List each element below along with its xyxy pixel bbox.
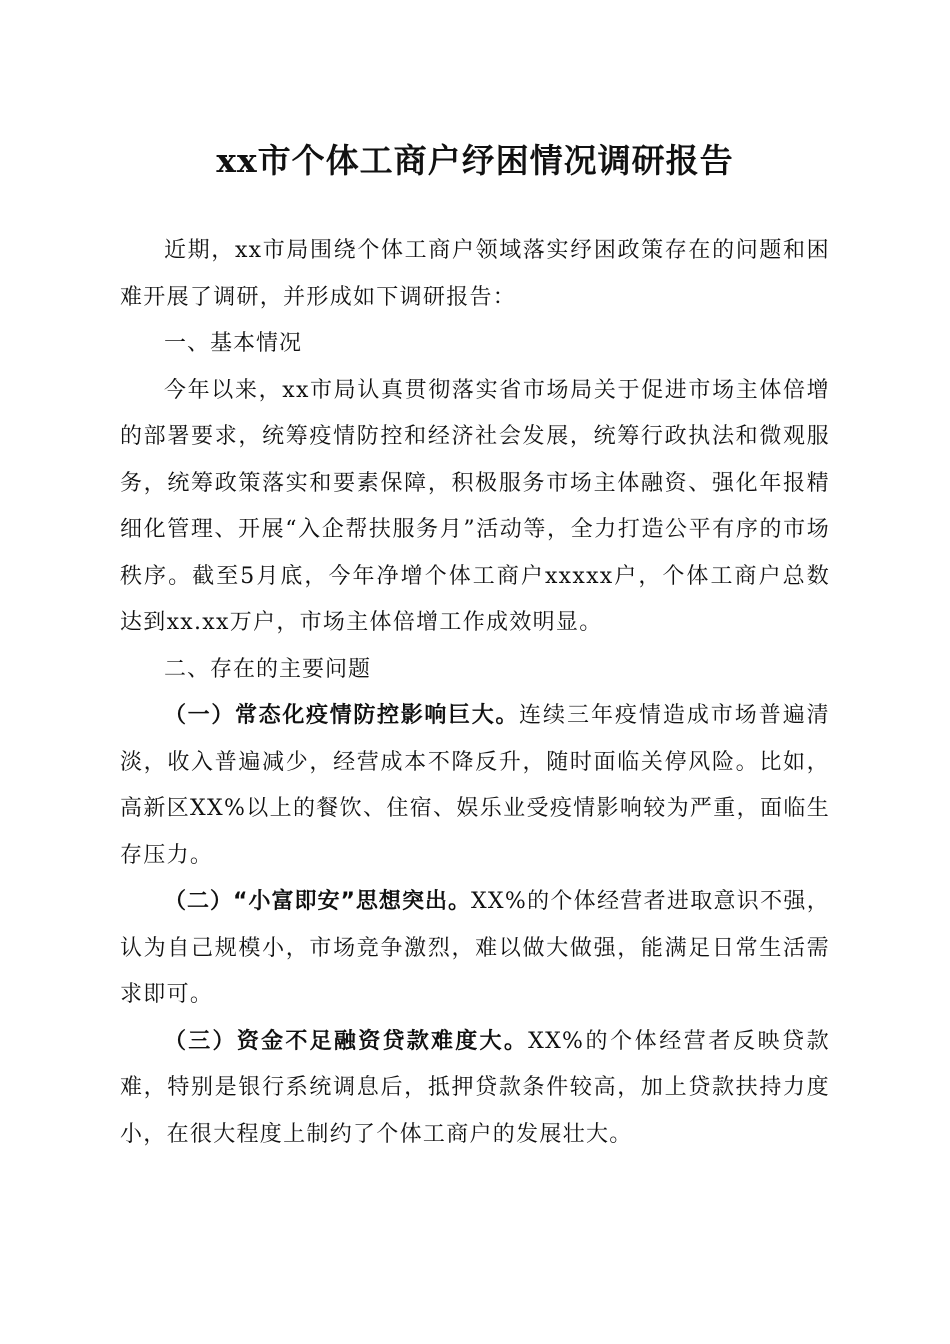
problem-item-1-text: 连续三年疫情造成市场普遍清淡，收入普遍减少，经营成本不降反升，随时面临关停风险。比如，高新区XX%以上的餐饮、住宿、娱乐业受疫情影响较为严重，面临生存压力。 xyxy=(120,703,830,868)
problem-item-2-lead: （二）“小富即安”思想突出。 xyxy=(164,889,471,914)
document-title: xx市个体工商户纾困情况调研报告 xyxy=(216,141,734,180)
problem-item-3-lead: （三）资金不足融资贷款难度大。 xyxy=(164,1028,529,1054)
problem-item-3 xyxy=(120,1019,830,1159)
problem-item-1-lead: （一）常态化疫情防控影响巨大。 xyxy=(164,703,520,728)
intro-paragraph: 近期，xx市局围绕个体工商户领域落实纾困政策存在的问题和困难开展了调研，并形成如下调研报告： xyxy=(120,238,830,310)
problem-item-2 xyxy=(120,879,830,1019)
problem-item-1 xyxy=(120,693,830,879)
document-body xyxy=(120,228,830,1158)
problem-item-3-text: XX%的个体经营者反映贷款难，特别是银行系统调息后，抵押贷款条件较高，加上贷款扶持力度小，在很大程度上制约了个体工商户的发展壮大。 xyxy=(120,1028,830,1147)
section-heading-main-problems: 二、存在的主要问题 xyxy=(164,656,372,682)
section-heading-basic-situation: 一、基本情况 xyxy=(164,331,303,356)
basic-situation-paragraph: 今年以来，xx市局认真贯彻落实省市场局关于促进市场主体倍增的部署要求，统筹疫情防控和经济社会发展，统筹行政执法和微观服务，统筹政策落实和要素保障，积极服务市场主体融资、强化年报精细化管理、开展“入企帮扶服务月”活动等，全力打造公平有序的市场秩序。截至5月底，今年净增个体工商户xxxxx户，个体工商户总数达到xx.xx万户，市场主体倍增工作成效明显。 xyxy=(120,377,830,635)
problem-item-2-text: XX%的个体经营者进取意识不强，认为自己规模小，市场竞争激烈，难以做大做强，能满足日常生活需求即可。 xyxy=(120,889,831,1007)
